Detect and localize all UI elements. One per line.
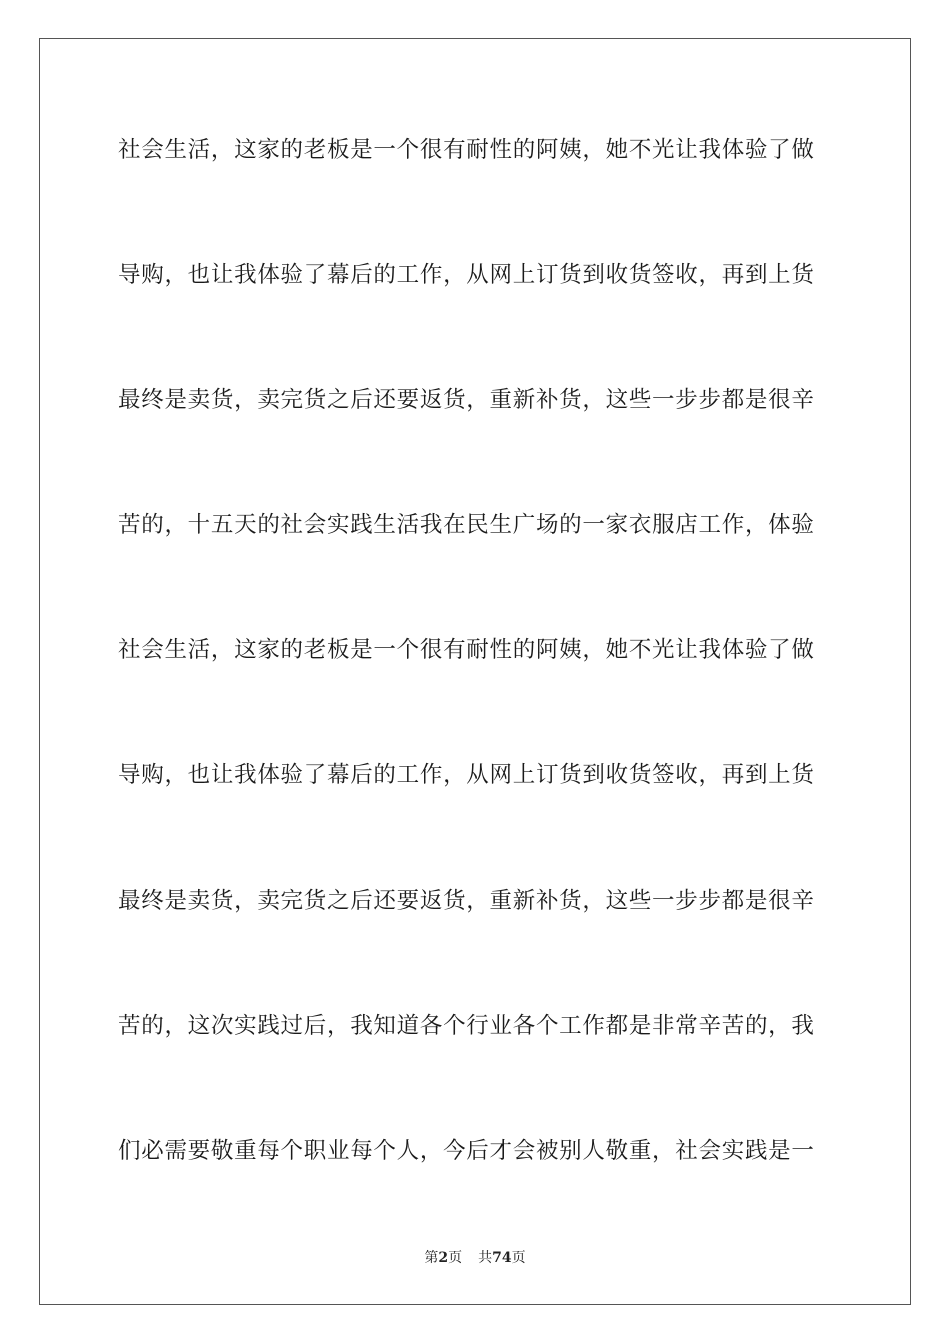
page-footer <box>0 1248 950 1268</box>
text-line: 最终是卖货，卖完货之后还要返货，重新补货，这些一步步都是很辛 <box>118 387 815 414</box>
text-line: 最终是卖货，卖完货之后还要返货，重新补货，这些一步步都是很辛 <box>118 887 815 914</box>
page-number <box>424 1250 462 1266</box>
document-body <box>118 130 832 1172</box>
text-line: 们必需要敬重每个职业每个人，今后才会被别人敬重，社会实践是一 <box>118 1137 815 1164</box>
text-line: 苦的，十五天的社会实践生活我在民生广场的一家衣服店工作，体验 <box>118 512 815 539</box>
text-line: 社会生活，这家的老板是一个很有耐性的阿姨，她不光让我体验了做 <box>118 637 815 664</box>
text-line: 导购，也让我体验了幕后的工作，从网上订货到收货签收，再到上货 <box>118 262 815 289</box>
total-pages <box>478 1250 525 1266</box>
text-line: 导购，也让我体验了幕后的工作，从网上订货到收货签收，再到上货 <box>118 762 815 789</box>
total-page-count: 74 <box>492 1250 512 1266</box>
text-line: 苦的，这次实践过后，我知道各个行业各个工作都是非常辛苦的，我 <box>118 1012 815 1039</box>
text-line: 社会生活，这家的老板是一个很有耐性的阿姨，她不光让我体验了做 <box>118 137 815 163</box>
current-page-number: 2 <box>438 1250 449 1266</box>
page-suffix: 页 <box>448 1250 463 1266</box>
total-prefix: 共 <box>478 1250 493 1266</box>
total-suffix: 页 <box>511 1250 526 1266</box>
page-prefix: 第 <box>424 1250 439 1266</box>
